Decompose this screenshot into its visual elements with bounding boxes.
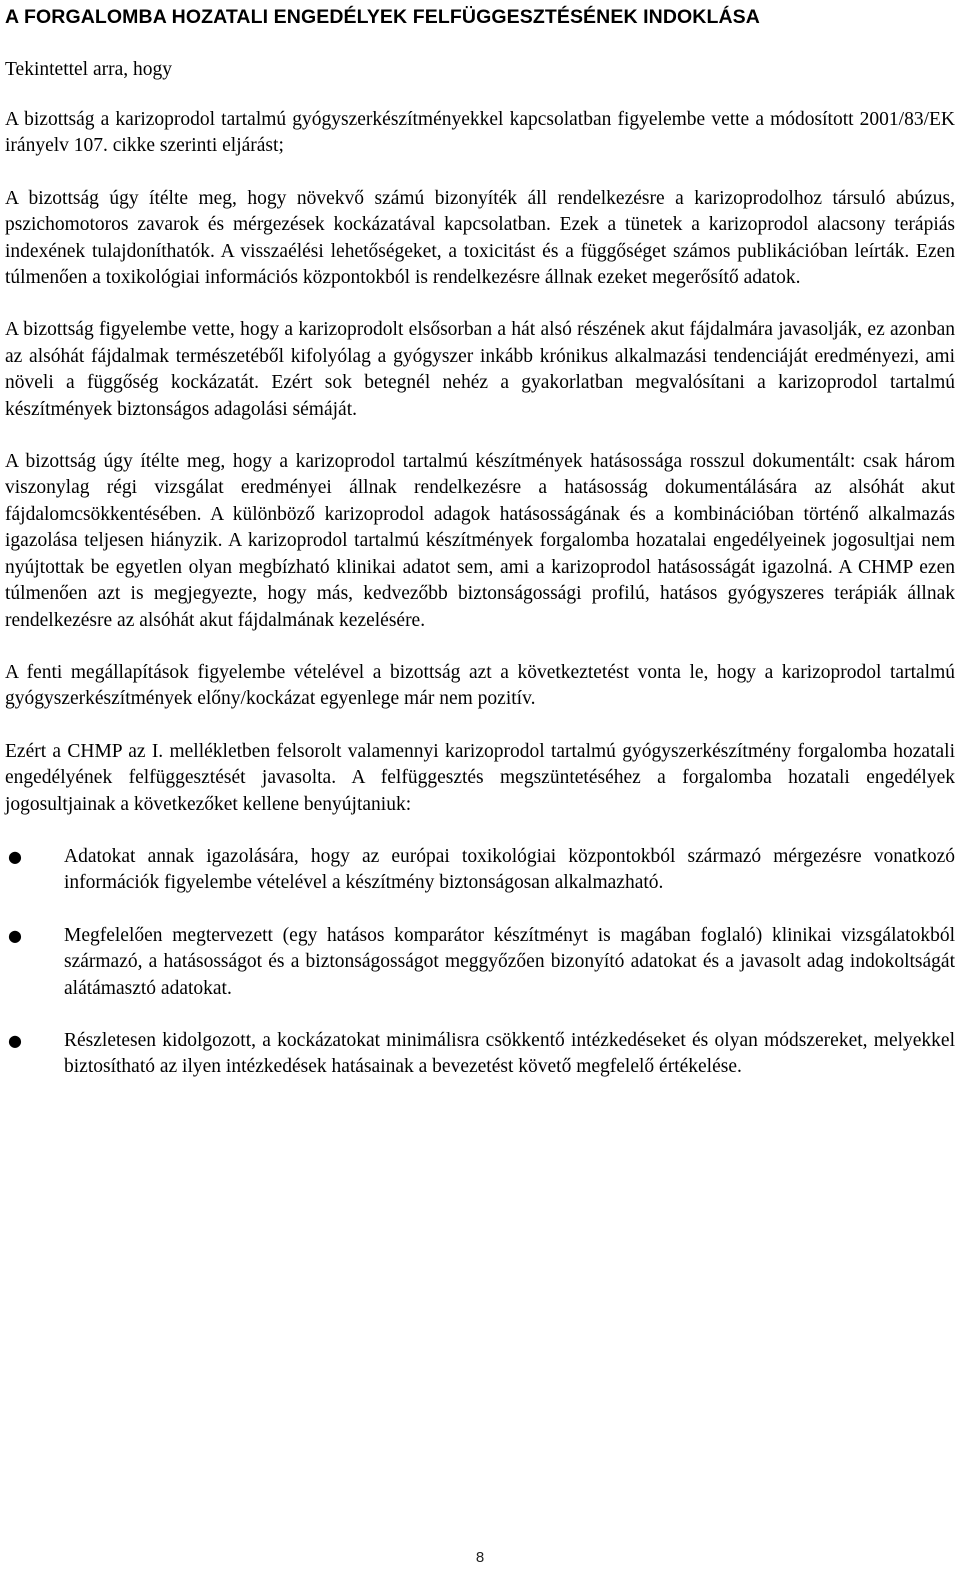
list-item [5,844,955,897]
list-item-text: Adatokat annak igazolására, hogy az európai toxikológiai központokból származó mérgezésre vonatkozó információk figyelembe vételével a készítmény biztonságosan alkalmazható. [64,845,955,894]
bullet-icon: ● [8,846,22,866]
intro-text: Tekintettel arra, hogy [5,59,173,80]
paragraph-procedure: A bizottság a karizoprodol tartalmú gyógyszerkészítményekkel kapcsolatban figyelembe vette a módosított 2001/83/EK irányelv 107. cikke szerinti eljárást; [5,109,955,157]
paragraph-dependence: A bizottság figyelembe vette, hogy a karizoprodolt elsősorban a hát alsó részének akut fájdalmára javasolják, ez azonban az alsóhát fájdalmak természetéből kifolyólag a gyógyszer inkább krónikus alkalmazási tendenciáját eredményezi, ami növeli a függőség kockázatát. Ezért sok betegnél nehéz a gyakorlatban megvalósítani a karizoprodol tartalmú készítmények biztonságos adagolási sémáját. [5,319,955,420]
paragraph-suspension: Ezért a CHMP az I. mellékletben felsorolt valamennyi karizoprodol tartalmú gyógyszerkészítmény forgalomba hozatali engedélyének felfüggesztését javasolta. A felfüggesztés megszüntetéséhez a forgalomba hozatali engedélyek jogosultjainak a következőket kellene benyújtaniuk: [5,740,955,815]
bullet-icon: ● [8,925,22,945]
paragraph-conclusion: A fenti megállapítások figyelembe vételével a bizottság azt a következtetést vonta le, hogy a karizoprodol tartalmú gyógyszerkészítmények előny/kockázat egyenlege már nem pozitív. [5,661,955,710]
paragraph-efficacy: A bizottság úgy ítélte meg, hogy a karizoprodol tartalmú készítmények hatásossága rosszul dokumentált: csak három viszonylag régi vizsgálat eredményei állnak rendelkezésre a hatásosság dokumentálására az alsóhát akut fájdalomcsökkentésében. A különböző karizoprodol adagok hatásosságának és a kombinációban történő alkalmazás igazolása teljesen hiányzik. A karizoprodol tartalmú készítmények forgalomba hozatalai engedélyeinek jogosultjai nem nyújtottak be egyetlen olyan megbízható klinikai adatot sem, ami a karizoprodol hatásosságát igazolná. A CHMP ezen túlmenően azt is megjegyezte, hogy más, kedvezőbb biztonságossági profilú, hatásos gyógyszeres terápiák állnak rendelkezésre az alsóhát akut fájdalmának kezelésére. [5,451,955,631]
list-item-text: Részletesen kidolgozott, a kockázatokat minimálisra csökkentő intézkedéseket és olyan módszereket, melyekkel biztosítható az ilyen intézkedések hatásainak a bevezetést követő megfelelő értékelése. [64,1029,955,1078]
list-item [5,923,955,1002]
document-title: A FORGALOMBA HOZATALI ENGEDÉLYEK FELFÜGGESZTÉSÉNEK INDOKLÁSA [5,6,760,28]
paragraph-abuse-risk: A bizottság úgy ítélte meg, hogy növekvő számú bizonyíték áll rendelkezésre a karizoprodolhoz társuló abúzus, pszichomotoros zavarok és mérgezések kockázatával kapcsolatban. Ezek a tünetek a karizoprodol alacsony terápiás indexének tulajdoníthatók. A visszaélési lehetőségeket, a toxicitást és a függőséget számos publikációban leírták. Ezen túlmenően a toxikológiai információs központokból is rendelkezésre állnak ezeket megerősítő adatok. [5,187,955,289]
document-page [5,0,955,1107]
bullet-icon: ● [8,1030,22,1050]
list-item [5,1028,955,1081]
list-item-text: Megfelelően megtervezett (egy hatásos komparátor készítményt is magában foglaló) klinikai vizsgálatokból származó, a hatásosságot és a biztonságosságot meggyőzően bizonyító adatokat és a javasolt adag indokoltságát alátámasztó adatokat. [64,924,955,999]
requirements-list [5,844,955,1081]
page-number: 8 [475,1549,485,1566]
